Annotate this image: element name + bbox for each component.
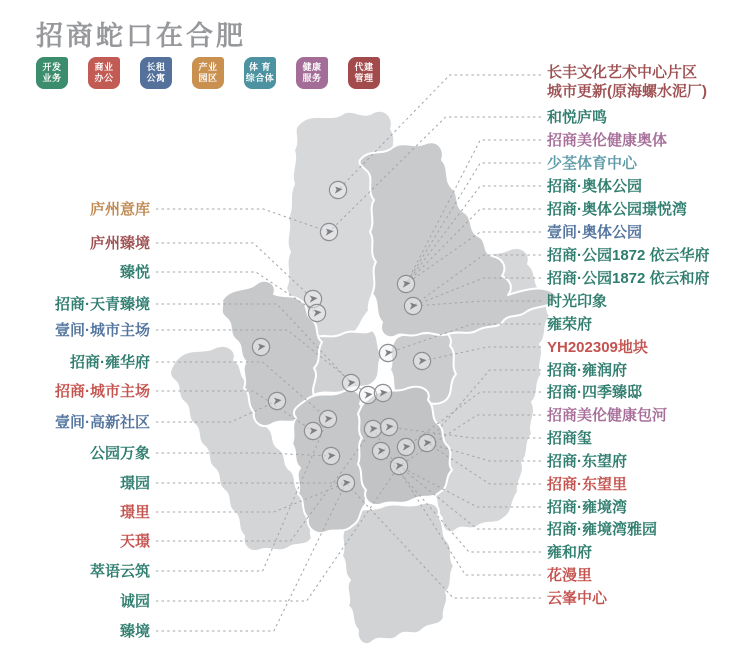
project-label: 招商·天青臻境 — [55, 295, 150, 313]
project-label: 璟园 — [119, 474, 150, 492]
project-label: 招商·东望里 — [547, 475, 627, 493]
project-label: 璟里 — [119, 503, 150, 521]
project-label: 招商·东望府 — [547, 452, 627, 470]
legend-badge: 代建 管理 — [348, 57, 380, 89]
district-shape-northeast — [359, 142, 556, 337]
project-label: 天璟 — [119, 532, 150, 550]
project-label: 招商·雍润府 — [547, 361, 627, 379]
project-label: 诚园 — [119, 592, 150, 610]
project-label: 时光印象 — [547, 292, 608, 310]
legend-badge: 健康 服务 — [296, 57, 328, 89]
legend-badge: 产业 园区 — [192, 57, 224, 89]
legend-badge: 商业 办公 — [88, 57, 120, 89]
map-districts — [170, 111, 556, 644]
project-label: 臻境 — [119, 622, 150, 640]
project-label: 庐州臻境 — [89, 234, 150, 252]
project-label: 萃语云筑 — [89, 562, 150, 580]
project-label: 招商·雍境湾雅园 — [547, 520, 657, 538]
legend-badge: 开发 业务 — [36, 57, 68, 89]
project-label: 招商·奥体公园璟悦湾 — [547, 200, 687, 218]
project-label: 招商美伦健康包河 — [547, 406, 668, 424]
project-label: 招商玺 — [547, 429, 593, 447]
project-label: 招商·公园1872 依云和府 — [547, 269, 710, 287]
project-label: 公园万象 — [89, 444, 150, 462]
project-label: 少荃体育中心 — [547, 154, 638, 172]
project-label: 招商·四季臻邸 — [547, 383, 642, 401]
project-label: 雍和府 — [547, 543, 593, 561]
project-label: 花漫里 — [547, 566, 593, 584]
project-label: 招商·奥体公园 — [547, 177, 642, 195]
project-label: 云峯中心 — [547, 589, 608, 607]
district-shape-south — [342, 503, 454, 644]
legend-badge: 体 育 综合体 — [244, 57, 276, 89]
page-title: 招商蛇口在合肥 — [36, 21, 246, 51]
project-label: 招商·雍境湾 — [547, 498, 627, 516]
project-label: 长丰文化艺术中心片区 城市更新(原海螺水泥厂) — [547, 64, 707, 100]
project-label: 壹间·高新社区 — [55, 413, 150, 431]
project-label: 和悦庐鸣 — [547, 108, 608, 126]
project-label: 壹间·奥体公园 — [547, 223, 642, 241]
project-label: 庐州意库 — [89, 200, 150, 218]
project-label: 招商·公园1872 依云华府 — [547, 246, 710, 264]
project-label: YH202309地块 — [547, 338, 648, 356]
project-label: 招商·雍华府 — [70, 353, 150, 371]
project-label: 臻悦 — [119, 263, 150, 281]
project-label: 雍荣府 — [547, 315, 593, 333]
project-label: 招商美伦健康奥体 — [547, 131, 668, 149]
project-label: 招商·城市主场 — [55, 382, 150, 400]
legend-badge: 长租 公寓 — [140, 57, 172, 89]
project-label: 壹间·城市主场 — [55, 321, 150, 339]
